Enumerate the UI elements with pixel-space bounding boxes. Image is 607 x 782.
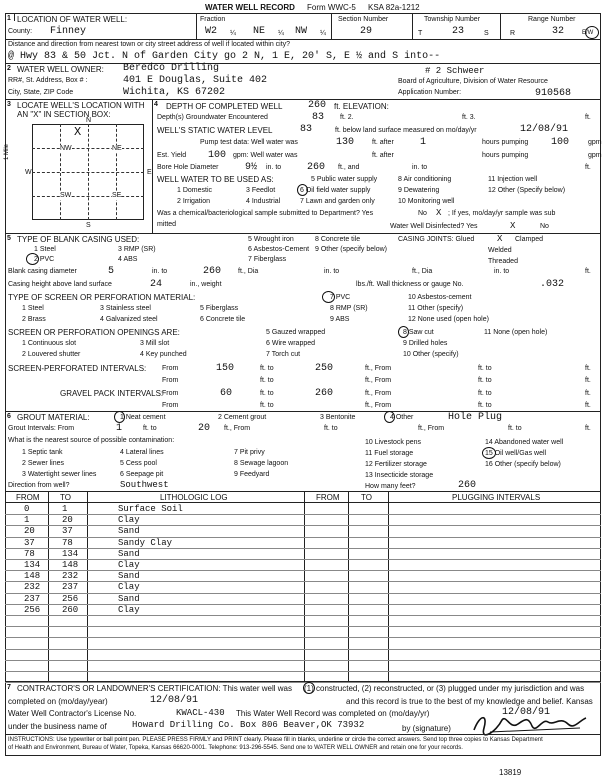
- source-3: 3 Watertight sewer lines: [22, 471, 97, 478]
- diameter-label: Blank casing diameter: [8, 268, 77, 275]
- gravel-from-label: From: [162, 390, 179, 397]
- instructions-1: INSTRUCTIONS: Use typewriter or ball point pen. PLEASE PRESS FIRMLY and PRINT clearly. Please fill in blanks, underline or circle the correct answers. Send top three copies to Kansas Department: [8, 737, 543, 743]
- nw-label: NW: [60, 145, 72, 152]
- screen-2: 2 Brass: [22, 316, 46, 323]
- well-name: # 2 Schweer: [425, 66, 485, 76]
- county-label: County:: [8, 28, 33, 35]
- signature-label: by (signature): [402, 724, 451, 733]
- est-hours-label: hours pumping: [482, 152, 529, 159]
- well-location-x: X: [74, 125, 82, 139]
- casing-3: 3 RMP (SR): [118, 246, 156, 253]
- chem-x: X: [436, 208, 442, 218]
- joints-x: X: [497, 234, 503, 244]
- log-from: 237: [24, 593, 41, 604]
- use-11: 11 Injection well: [488, 176, 538, 183]
- gravel-ftend-2: ft.: [585, 402, 591, 409]
- depth-label: DEPTH OF COMPLETED WELL: [166, 102, 283, 111]
- completed-date: 12/08/91: [150, 695, 199, 706]
- ksa-ref: KSA 82a-1212: [368, 3, 420, 12]
- groundwater-label: Depth(s) Groundwater Encountered: [157, 114, 268, 121]
- perf-ft-2: ft., From: [365, 377, 392, 384]
- opening-9: 9 Drilled holes: [403, 340, 448, 347]
- nearest-label: What is the nearest source of possible contamination:: [8, 437, 175, 444]
- log-row-line: [5, 626, 601, 627]
- log-row-line: [5, 604, 601, 605]
- township-s: S: [484, 30, 489, 37]
- bore-ft2: ft.: [585, 164, 591, 171]
- location-label: LOCATION OF WATER WELL:: [17, 15, 128, 24]
- grout-ft6: ft.: [585, 425, 591, 432]
- business-value: Howard Drilling Co. Box 806 Beaver,OK 73932: [132, 720, 365, 730]
- log-row-line: [5, 514, 601, 515]
- groundwater-1: 83: [312, 112, 325, 123]
- log-from: 232: [24, 582, 41, 593]
- grout-ft4: ft., From: [418, 425, 445, 432]
- gravel-to2: ft. to: [478, 390, 492, 397]
- log-row-line: [5, 660, 601, 661]
- screen-10: 10 Asbestos-cement: [408, 294, 472, 301]
- pump-hours: 1: [420, 137, 427, 148]
- height-value: 24: [150, 279, 163, 290]
- use-10: 10 Monitoring well: [398, 198, 455, 205]
- chem-mitted: mitted: [157, 221, 177, 228]
- log-desc: Sand: [118, 571, 140, 582]
- casing-2-circle: [26, 253, 39, 265]
- bore-in: in. to: [266, 164, 282, 171]
- log-from-header: FROM: [16, 493, 40, 502]
- log-desc: Clay: [118, 604, 140, 615]
- gravel-ft: ft., From: [365, 390, 392, 397]
- log-row-line: [5, 537, 601, 538]
- source-12: 12 Fertilizer storage: [365, 461, 427, 468]
- se-label: SE: [112, 192, 122, 199]
- direction-value: Southwest: [120, 480, 169, 490]
- document-number: 13819: [499, 768, 522, 777]
- static-date: 12/08/91: [520, 124, 569, 135]
- chem-no: No: [418, 210, 427, 217]
- source-1: 1 Septic tank: [22, 449, 63, 456]
- log-row-line: [5, 548, 601, 549]
- source-10: 10 Livestock pens: [365, 439, 422, 446]
- log-to: 260: [62, 604, 79, 615]
- use-12: 12 Other (Specify below): [488, 187, 566, 194]
- opening-2: 2 Louvered shutter: [22, 351, 81, 358]
- screen-12: 12 None used (open hole): [408, 316, 489, 323]
- log-row-line: [5, 615, 601, 616]
- application-label: Application Number:: [398, 89, 462, 96]
- screen-6: 6 Concrete tile: [200, 316, 246, 323]
- address-label: RR#, St. Address, Box # :: [8, 77, 88, 84]
- perf-to-label-2: ft. to: [260, 377, 274, 384]
- grout-to: 20: [198, 423, 211, 434]
- chem-rest: ; If yes, mo/day/yr sample was sub: [448, 210, 556, 217]
- east-label: E: [147, 169, 152, 176]
- grout-from: 1: [116, 423, 123, 434]
- log-desc: Sandy Clay: [118, 537, 173, 548]
- source-14: 14 Abandoned water well: [485, 439, 564, 446]
- log-to: 20: [62, 515, 73, 526]
- opening-8-circle: [398, 326, 409, 338]
- log-desc: Clay: [118, 515, 140, 526]
- quarter-mark-2: ¼: [278, 30, 284, 37]
- section-5-number: 5: [7, 235, 11, 242]
- owner-city: Wichita, KS 67202: [123, 87, 226, 98]
- diameter-ft3: ft.: [585, 268, 591, 275]
- screen-1: 1 Steel: [22, 305, 44, 312]
- opening-10: 10 Other (specify): [403, 351, 459, 358]
- owner-address: 401 E Douglas, Suite 402: [123, 75, 268, 86]
- source-15-circle: [482, 447, 496, 459]
- gravel-ft-2: ft., From: [365, 402, 392, 409]
- source-13: 13 Insecticide storage: [365, 472, 434, 479]
- log-desc: Surface Soil: [118, 504, 183, 514]
- fraction-1: W2: [205, 26, 218, 37]
- bore-to: 260: [307, 162, 326, 173]
- range-ew: E/W: [582, 30, 594, 36]
- sec3-label-2: AN "X" IN SECTION BOX:: [17, 110, 111, 119]
- range-r: R: [510, 30, 516, 37]
- section-number-label: Section Number: [338, 16, 389, 23]
- north-label: N: [86, 117, 92, 124]
- perf-to-label: ft. to: [260, 365, 274, 372]
- disinfect-x: X: [510, 221, 516, 231]
- use-4: 4 Industrial: [246, 198, 281, 205]
- grout-1-circle: [114, 411, 125, 423]
- casing-label: TYPE OF BLANK CASING USED:: [17, 235, 140, 244]
- instructions-2: of Health and Environment, Bureau of Water, Topeka, Kansas 66620-0001. Telephone: 913-296-5545. Send one to WATER WELL OWNER and retain one for your records.: [8, 745, 463, 751]
- diameter-in: in. to: [152, 268, 168, 275]
- height-lbs: lbs./ft. Wall thickness or gauge No.: [356, 281, 464, 288]
- use-2: 2 Irrigation: [177, 198, 211, 205]
- casing-7: 7 Fiberglass: [248, 256, 287, 263]
- log-to: 37: [62, 526, 73, 537]
- screen-11: 11 Other (specify): [408, 305, 464, 312]
- screen-4: 4 Galvanized steel: [100, 316, 158, 323]
- section-7-number: 7: [7, 684, 11, 691]
- use-6: 6 Oil field water supply: [300, 187, 371, 194]
- township-t: T: [418, 30, 423, 37]
- screen-label: TYPE OF SCREEN OR PERFORATION MATERIAL:: [8, 293, 196, 302]
- grout-3: 3 Bentonite: [320, 414, 356, 421]
- license-label: Water Well Contractor's License No.: [8, 709, 137, 718]
- use-6-circle: [297, 184, 308, 196]
- section-1-number: 1: [7, 15, 11, 22]
- fraction-2: NE: [253, 26, 266, 37]
- diameter-in2: in. to: [324, 268, 340, 275]
- distance-label: Distance and direction from nearest town or city street address of well if located within city?: [8, 41, 291, 48]
- bore-label: Bore Hole Diameter: [157, 164, 219, 171]
- log-to: 1: [62, 504, 68, 514]
- grout-ft: ft. to: [143, 425, 157, 432]
- gauge-value: .032: [540, 279, 565, 290]
- pump-after: ft. after: [372, 139, 394, 146]
- fraction-3: NW: [295, 26, 308, 37]
- log-row-line: [5, 637, 601, 638]
- county-value: Finney: [50, 26, 87, 37]
- gravel-to-label: ft. to: [260, 390, 274, 397]
- est-after: ft. after: [372, 152, 394, 159]
- use-5: 5 Public water supply: [311, 176, 378, 183]
- application-number: 910568: [535, 88, 572, 99]
- license-value: KWACL-430: [176, 708, 225, 718]
- south-label: S: [86, 222, 91, 229]
- source-16: 16 Other (specify below): [485, 461, 561, 468]
- log-from: 256: [24, 604, 41, 615]
- log-to: 148: [62, 560, 79, 570]
- source-15: 15 Oil well/Gas well: [485, 450, 547, 457]
- opening-4: 4 Key punched: [140, 351, 187, 358]
- log-to: 78: [62, 537, 73, 548]
- source-8: 8 Sewage lagoon: [234, 460, 289, 467]
- sec3-label: LOCATE WELL'S LOCATION WITH: [17, 101, 145, 110]
- grout-1: 1 Neat cement: [120, 414, 166, 421]
- height-in: in., weight: [190, 281, 222, 288]
- log-row-line: [5, 559, 601, 560]
- gravel-ftend: ft.: [585, 390, 591, 397]
- plug-to-header: TO: [361, 493, 372, 502]
- use-1: 1 Domestic: [177, 187, 213, 194]
- gravel-from: 60: [220, 388, 233, 399]
- board-label: Board of Agriculture, Division of Water Resource: [398, 78, 548, 85]
- casing-6: 6 Asbestos-Cement: [248, 246, 310, 253]
- grout-label: GROUT MATERIAL:: [17, 413, 90, 422]
- perf-ftend-2: ft.: [585, 377, 591, 384]
- true-statement: and this record is true to the best of my knowledge and belief. Kansas: [346, 697, 593, 706]
- grout-ft5: ft. to: [508, 425, 522, 432]
- source-4: 4 Lateral lines: [120, 449, 164, 456]
- log-desc: Sand: [118, 548, 140, 559]
- log-to: 237: [62, 582, 79, 593]
- pump-gpm-label: gpm: [588, 139, 602, 146]
- log-from: 0: [24, 504, 30, 514]
- est-label: Est. Yield: [157, 152, 187, 159]
- plug-from-header: FROM: [316, 493, 340, 502]
- screen-8: 8 RMP (SR): [330, 305, 368, 312]
- perf-label: SCREEN-PERFORATED INTERVALS:: [8, 364, 147, 373]
- record-date: 12/08/91: [502, 707, 551, 718]
- opening-8: 8 Saw cut: [403, 329, 434, 336]
- chem-label: Was a chemical/bacteriological sample submitted to Department? Yes: [157, 210, 374, 217]
- range-number-label: Range Number: [528, 16, 576, 23]
- opening-1: 1 Continuous slot: [22, 340, 77, 347]
- township-number-label: Township Number: [424, 16, 481, 23]
- direction-label: Direction from well?: [8, 482, 70, 489]
- elevation-label: ft. ELEVATION:: [334, 102, 389, 111]
- grout-other: Hole Plug: [448, 412, 503, 423]
- disinfect-label: Water Well Disinfected? Yes: [390, 223, 478, 230]
- static-value: 83: [300, 124, 313, 135]
- quarter-mark-3: ¼: [320, 30, 326, 37]
- use-label: WELL WATER TO BE USED AS:: [157, 175, 274, 184]
- casing-8: 8 Concrete tile: [315, 236, 361, 243]
- log-row-line: [5, 525, 601, 526]
- log-row-line: [5, 593, 601, 594]
- gw-ft2: ft. 2.: [340, 114, 354, 121]
- ew-circle: [585, 26, 599, 39]
- opening-6: 6 Wire wrapped: [266, 340, 316, 347]
- completed-label: completed on (mo/day/year): [8, 697, 108, 706]
- section-6-number: 6: [7, 413, 11, 420]
- log-from: 148: [24, 571, 41, 582]
- diameter-value: 5: [108, 266, 115, 277]
- distance-value: @ Hwy 83 & 50 Jct. N of Garden City go 2 N, 1 E, 20' S, E ½ and S into--: [8, 51, 441, 62]
- log-litho-header: LITHOLOGIC LOG: [160, 493, 228, 502]
- joints-threaded: Threaded: [488, 258, 518, 265]
- owner-name: Beredco Drilling: [123, 63, 220, 74]
- perf-from-label: From: [162, 365, 179, 372]
- log-from: 37: [24, 537, 35, 548]
- owner-label: WATER WELL OWNER:: [17, 65, 104, 74]
- feet-value: 260: [458, 480, 477, 491]
- pump-label: Pump test data: Well water was: [200, 139, 298, 146]
- casing-4: 4 ABS: [118, 256, 138, 263]
- gravel-from-label-2: From: [162, 402, 179, 409]
- source-5: 5 Cess pool: [120, 460, 157, 467]
- log-desc: Sand: [118, 593, 140, 604]
- gravel-label: GRAVEL PACK INTERVALS:: [60, 389, 164, 398]
- business-label: under the business name of: [8, 722, 107, 731]
- log-from: 134: [24, 560, 41, 570]
- grout-intervals-label: Grout Intervals: From: [8, 425, 75, 432]
- height-label: Casing height above land surface: [8, 281, 112, 288]
- casing-5: 5 Wrought iron: [248, 236, 294, 243]
- disinfect-no: No: [540, 223, 549, 230]
- log-row-line: [5, 649, 601, 650]
- use-8: 8 Air conditioning: [398, 176, 452, 183]
- plugging-header: PLUGGING INTERVALS: [452, 493, 541, 502]
- opening-7: 7 Torch cut: [266, 351, 301, 358]
- opening-3: 3 Mill slot: [140, 340, 170, 347]
- bore-ft: ft., and: [338, 164, 360, 171]
- diameter-in3: in. to: [494, 268, 510, 275]
- est-gpm-label: gpm: [588, 152, 602, 159]
- log-desc: Clay: [118, 560, 140, 570]
- pump-hours-label: hours pumping: [482, 139, 529, 146]
- gravel-to2-2: ft. to: [478, 402, 492, 409]
- form-number: Form WWC-5: [307, 3, 356, 12]
- perf-ft: ft., From: [365, 365, 392, 372]
- casing-9: 9 Other (specify below): [315, 246, 387, 253]
- ne-label: NE: [112, 145, 122, 152]
- perf-from-label-2: From: [162, 377, 179, 384]
- static-mid: ft. below land surface measured on mo/day/yr: [335, 127, 477, 134]
- perf-from: 150: [216, 363, 235, 374]
- log-to: 134: [62, 548, 79, 559]
- log-row-line: [5, 671, 601, 672]
- joints-clamped: Clamped: [515, 236, 544, 243]
- use-3: 3 Feedlot: [246, 187, 276, 194]
- est-value: 100: [208, 150, 227, 161]
- casing-2: 2 PVC: [34, 256, 55, 263]
- log-desc: Sand: [118, 526, 140, 537]
- section-value: 29: [360, 26, 373, 37]
- log-from: 20: [24, 526, 35, 537]
- form-title: WATER WELL RECORD: [205, 3, 295, 12]
- screen-5: 5 Fiberglass: [200, 305, 239, 312]
- pump-gpm: 100: [551, 137, 570, 148]
- log-to: 232: [62, 571, 79, 582]
- est-gpm: gpm: Well water was: [233, 152, 298, 159]
- grout-2: 2 Cement grout: [218, 414, 267, 421]
- grout-4: 4 Other: [390, 414, 414, 421]
- openings-label: SCREEN OR PERFORATION OPENINGS ARE:: [8, 328, 180, 337]
- howmany-label: How many feet?: [365, 483, 416, 490]
- static-label: WELL'S STATIC WATER LEVEL: [157, 126, 273, 135]
- cert-options: (1) constructed, (2) reconstructed, or (3) plugged under my jurisdiction and was: [304, 684, 585, 693]
- record-label: This Water Well Record was completed on (mo/day/yr): [236, 709, 430, 718]
- joints-welded: Welded: [488, 247, 512, 254]
- log-desc: Clay: [118, 582, 140, 593]
- west-label: W: [25, 169, 32, 176]
- perf-to2-2: ft. to: [478, 377, 492, 384]
- city-label: City, State, ZIP Code: [8, 89, 74, 96]
- source-6: 6 Seepage pit: [120, 471, 164, 478]
- log-to: 256: [62, 593, 79, 604]
- diameter-ft2: ft., Dia: [412, 268, 433, 275]
- log-from: 78: [24, 548, 35, 559]
- depth-value: 260: [308, 100, 327, 111]
- use-7: 7 Lawn and garden only: [300, 198, 375, 205]
- diameter-ft: ft., Dia: [238, 268, 259, 275]
- log-row-line: [5, 581, 601, 582]
- perf-to2: ft. to: [478, 365, 492, 372]
- bore-in2: in. to: [412, 164, 428, 171]
- fraction-label: Fraction: [200, 16, 226, 23]
- log-row-line: [5, 570, 601, 571]
- source-2: 2 Sewer lines: [22, 460, 65, 467]
- joints-label: CASING JOINTS: Glued: [398, 236, 475, 243]
- source-11: 11 Fuel storage: [365, 450, 414, 457]
- township-value: 23: [452, 26, 465, 37]
- log-from: 1: [24, 515, 30, 526]
- grout-4-circle: [384, 411, 395, 423]
- perf-to: 250: [315, 363, 334, 374]
- cert-label: CONTRACTOR'S OR LANDOWNER'S CERTIFICATION: This water well was: [17, 684, 292, 693]
- perf-ftend: ft.: [585, 365, 591, 372]
- screen-7: 7 PVC: [330, 294, 351, 301]
- screen-3: 3 Stainless steel: [100, 305, 151, 312]
- quarter-mark-1: ¼: [230, 30, 236, 37]
- source-9: 9 Feedyard: [234, 471, 270, 478]
- opening-11: 11 None (open hole): [484, 329, 548, 336]
- mile-label: 1 Mile: [4, 143, 10, 160]
- sw-label: SW: [60, 192, 72, 199]
- grout-ft3: ft. to: [324, 425, 338, 432]
- source-7: 7 Pit privy: [234, 449, 265, 456]
- bore-value: 9½: [245, 162, 258, 173]
- gravel-to: 260: [315, 388, 334, 399]
- log-to-header: TO: [60, 493, 71, 502]
- section-2-number: 2: [7, 65, 11, 72]
- screen-7-circle: [322, 291, 335, 303]
- gw-end: ft.: [585, 114, 591, 121]
- section-3-number: 3: [7, 101, 11, 108]
- diameter-to: 260: [203, 266, 222, 277]
- grout-ft2: ft., From: [224, 425, 251, 432]
- pump-value: 130: [336, 137, 355, 148]
- screen-9: 9 ABS: [330, 316, 350, 323]
- section-4-number: 4: [154, 101, 158, 108]
- gravel-to-label-2: ft. to: [260, 402, 274, 409]
- casing-1: 1 Steel: [34, 246, 56, 253]
- use-9: 9 Dewatering: [398, 187, 440, 194]
- opening-5: 5 Gauzed wrapped: [266, 329, 326, 336]
- gw-ft3: ft. 3.: [462, 114, 476, 121]
- range-value: 32: [552, 26, 565, 37]
